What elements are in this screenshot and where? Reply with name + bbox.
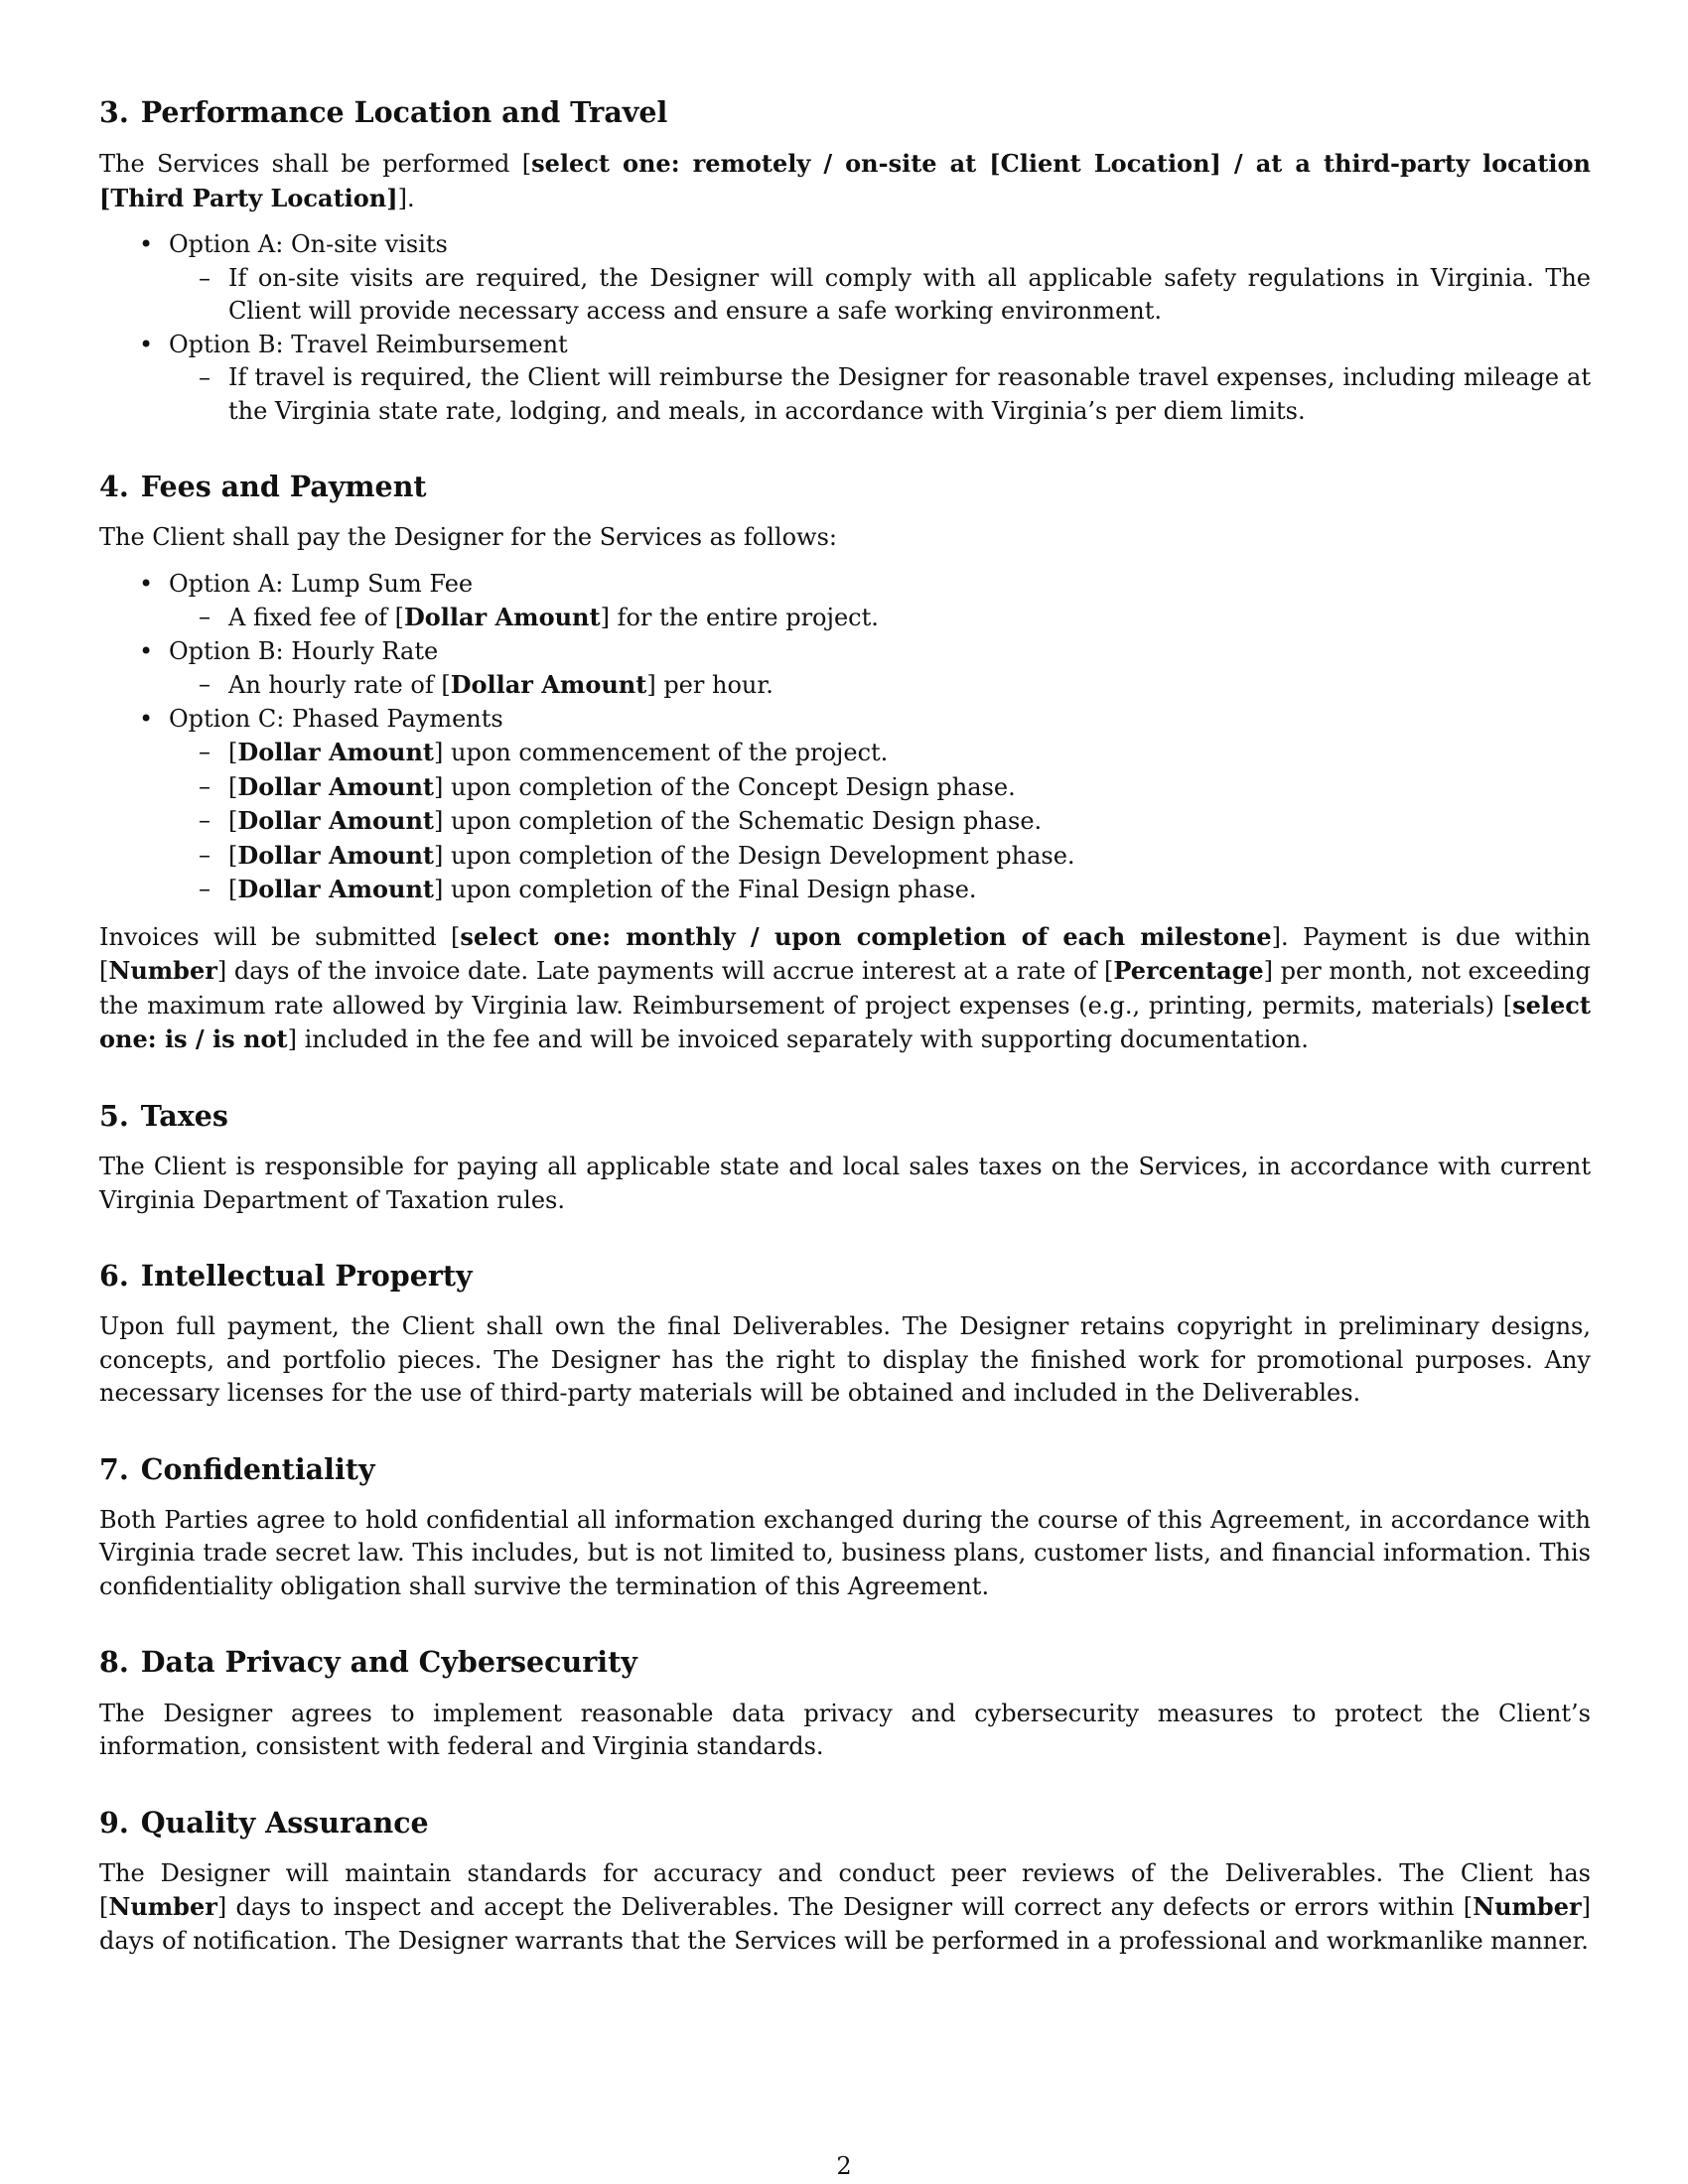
list-item: • Option B: Travel Reimbursement – If travel is required, the Client will reimburse the Designer for reasonable travel expenses, including mileage at the Virginia state rate, lodging, and meals, in accordance with Virginia’s per diem limits. — [99, 329, 1591, 429]
section-taxes — [99, 1099, 1591, 1217]
section-data-privacy — [99, 1645, 1591, 1763]
sub-list-item: – If travel is required, the Client will reimburse the Designer for reasonable travel expenses, including mileage at the Virginia state rate, lodging, and meals, in accordance with Virginia’s per diem limits. — [99, 361, 1591, 428]
paragraph: Invoices will be submitted [select one: monthly / upon completion of each milestone]. Payment is due within [Number] days of the invoice date. Late payments will accrue interest at a rate of [Percentage] per month, not exceeding the maximum rate allowed by Virginia law. Reimbursement of project expenses (e.g., printing, permits, materials) [select one: is / is not] included in the fee and will be invoiced separately with supporting documentation. — [99, 921, 1592, 1054]
section-fees-payment — [99, 470, 1591, 1057]
paragraph: Both Parties agree to hold confidential all information exchanged during the course of this Agreement, in accordance with Virginia trade secret law. This includes, but is not limited to, business plans, customer lists, and financial information. This confidentiality obligation shall survive the termination of this Agreement. — [99, 1505, 1591, 1600]
option-list — [99, 228, 1591, 428]
phase-item: – [Dollar Amount] upon completion of the Final Design phase. — [99, 873, 1591, 907]
section-quality-assurance — [99, 1806, 1591, 1959]
section-heading: 3. Performance Location and Travel — [99, 95, 668, 129]
list-item: • Option A: Lump Sum Fee – A fixed fee of [Dollar Amount] for the entire project. — [99, 568, 1591, 635]
section-heading: 4. Fees and Payment — [99, 470, 427, 504]
document-page — [99, 95, 1591, 1999]
section-intellectual-property — [99, 1259, 1591, 1411]
paragraph: The Services shall be performed [select one: remotely / on-site at [Client Location] / at a third-party location [Third Party Location]]. — [99, 149, 1592, 212]
list-item: • Option B: Hourly Rate – An hourly rate of [Dollar Amount] per hour. — [99, 635, 1591, 703]
section-heading: 9. Quality Assurance — [99, 1805, 429, 1840]
sub-list-item: – An hourly rate of [Dollar Amount] per hour. — [99, 668, 1591, 703]
section-confidentiality — [99, 1452, 1591, 1604]
section-performance-location — [99, 95, 1591, 428]
section-heading: 5. Taxes — [99, 1098, 228, 1133]
paragraph: The Client is responsible for paying all applicable state and local sales taxes on the Services, in accordance with current Virginia Department of Taxation rules. — [99, 1153, 1591, 1214]
phase-item: – [Dollar Amount] upon completion of the Design Development phase. — [99, 839, 1591, 874]
section-heading: 6. Intellectual Property — [99, 1259, 473, 1294]
paragraph: Upon full payment, the Client shall own the final Deliverables. The Designer retains copyright in preliminary designs, concepts, and portfolio pieces. The Designer has the right to display the finished work for promotional purposes. Any necessary licenses for the use of third-party materials will be obtained and included in the Deliverables. — [99, 1312, 1591, 1408]
list-item: • Option C: Phased Payments – [Dollar Amount] upon commencement of the project. – [Dollar Amount] upon completion of the Concept Design phase. – [Dollar Amount] upon completion of the Schematic Design phase. – [Dollar Amount] upon completion of the Design Development phase. – [Dollar Amount] upon completion of the Final Design phase. — [99, 703, 1591, 907]
section-heading: 8. Data Privacy and Cybersecurity — [99, 1645, 637, 1680]
phase-item: – [Dollar Amount] upon commencement of the project. — [99, 736, 1591, 770]
option-list — [99, 568, 1591, 907]
sub-list-item: – A fixed fee of [Dollar Amount] for the entire project. — [99, 601, 1591, 635]
page-number: 2 — [836, 2152, 852, 2180]
phase-item: – [Dollar Amount] upon completion of the Concept Design phase. — [99, 770, 1591, 805]
sub-list-item: – If on-site visits are required, the Designer will comply with all applicable safety regulations in Virginia. The Client will provide necessary access and ensure a safe working environment. — [99, 262, 1591, 329]
paragraph: The Designer agrees to implement reasonable data privacy and cybersecurity measures to protect the Client’s information, consistent with federal and Virginia standards. — [99, 1699, 1591, 1761]
phase-item: – [Dollar Amount] upon completion of the Schematic Design phase. — [99, 804, 1591, 839]
list-item: • Option A: On-site visits – If on-site visits are required, the Designer will comply with all applicable safety regulations in Virginia. The Client will provide necessary access and ensure a safe working environment. — [99, 228, 1591, 329]
paragraph: The Client shall pay the Designer for the Services as follows: — [99, 523, 838, 552]
section-heading: 7. Confidentiality — [99, 1451, 375, 1486]
paragraph: The Designer will maintain standards for accuracy and conduct peer reviews of the Deliverables. The Client has [Number] days to inspect and accept the Deliverables. The Designer will correct any defects or errors within [Number] days of notification. The Designer warrants that the Services will be performed in a professional and workmanlike manner. — [99, 1858, 1591, 1955]
